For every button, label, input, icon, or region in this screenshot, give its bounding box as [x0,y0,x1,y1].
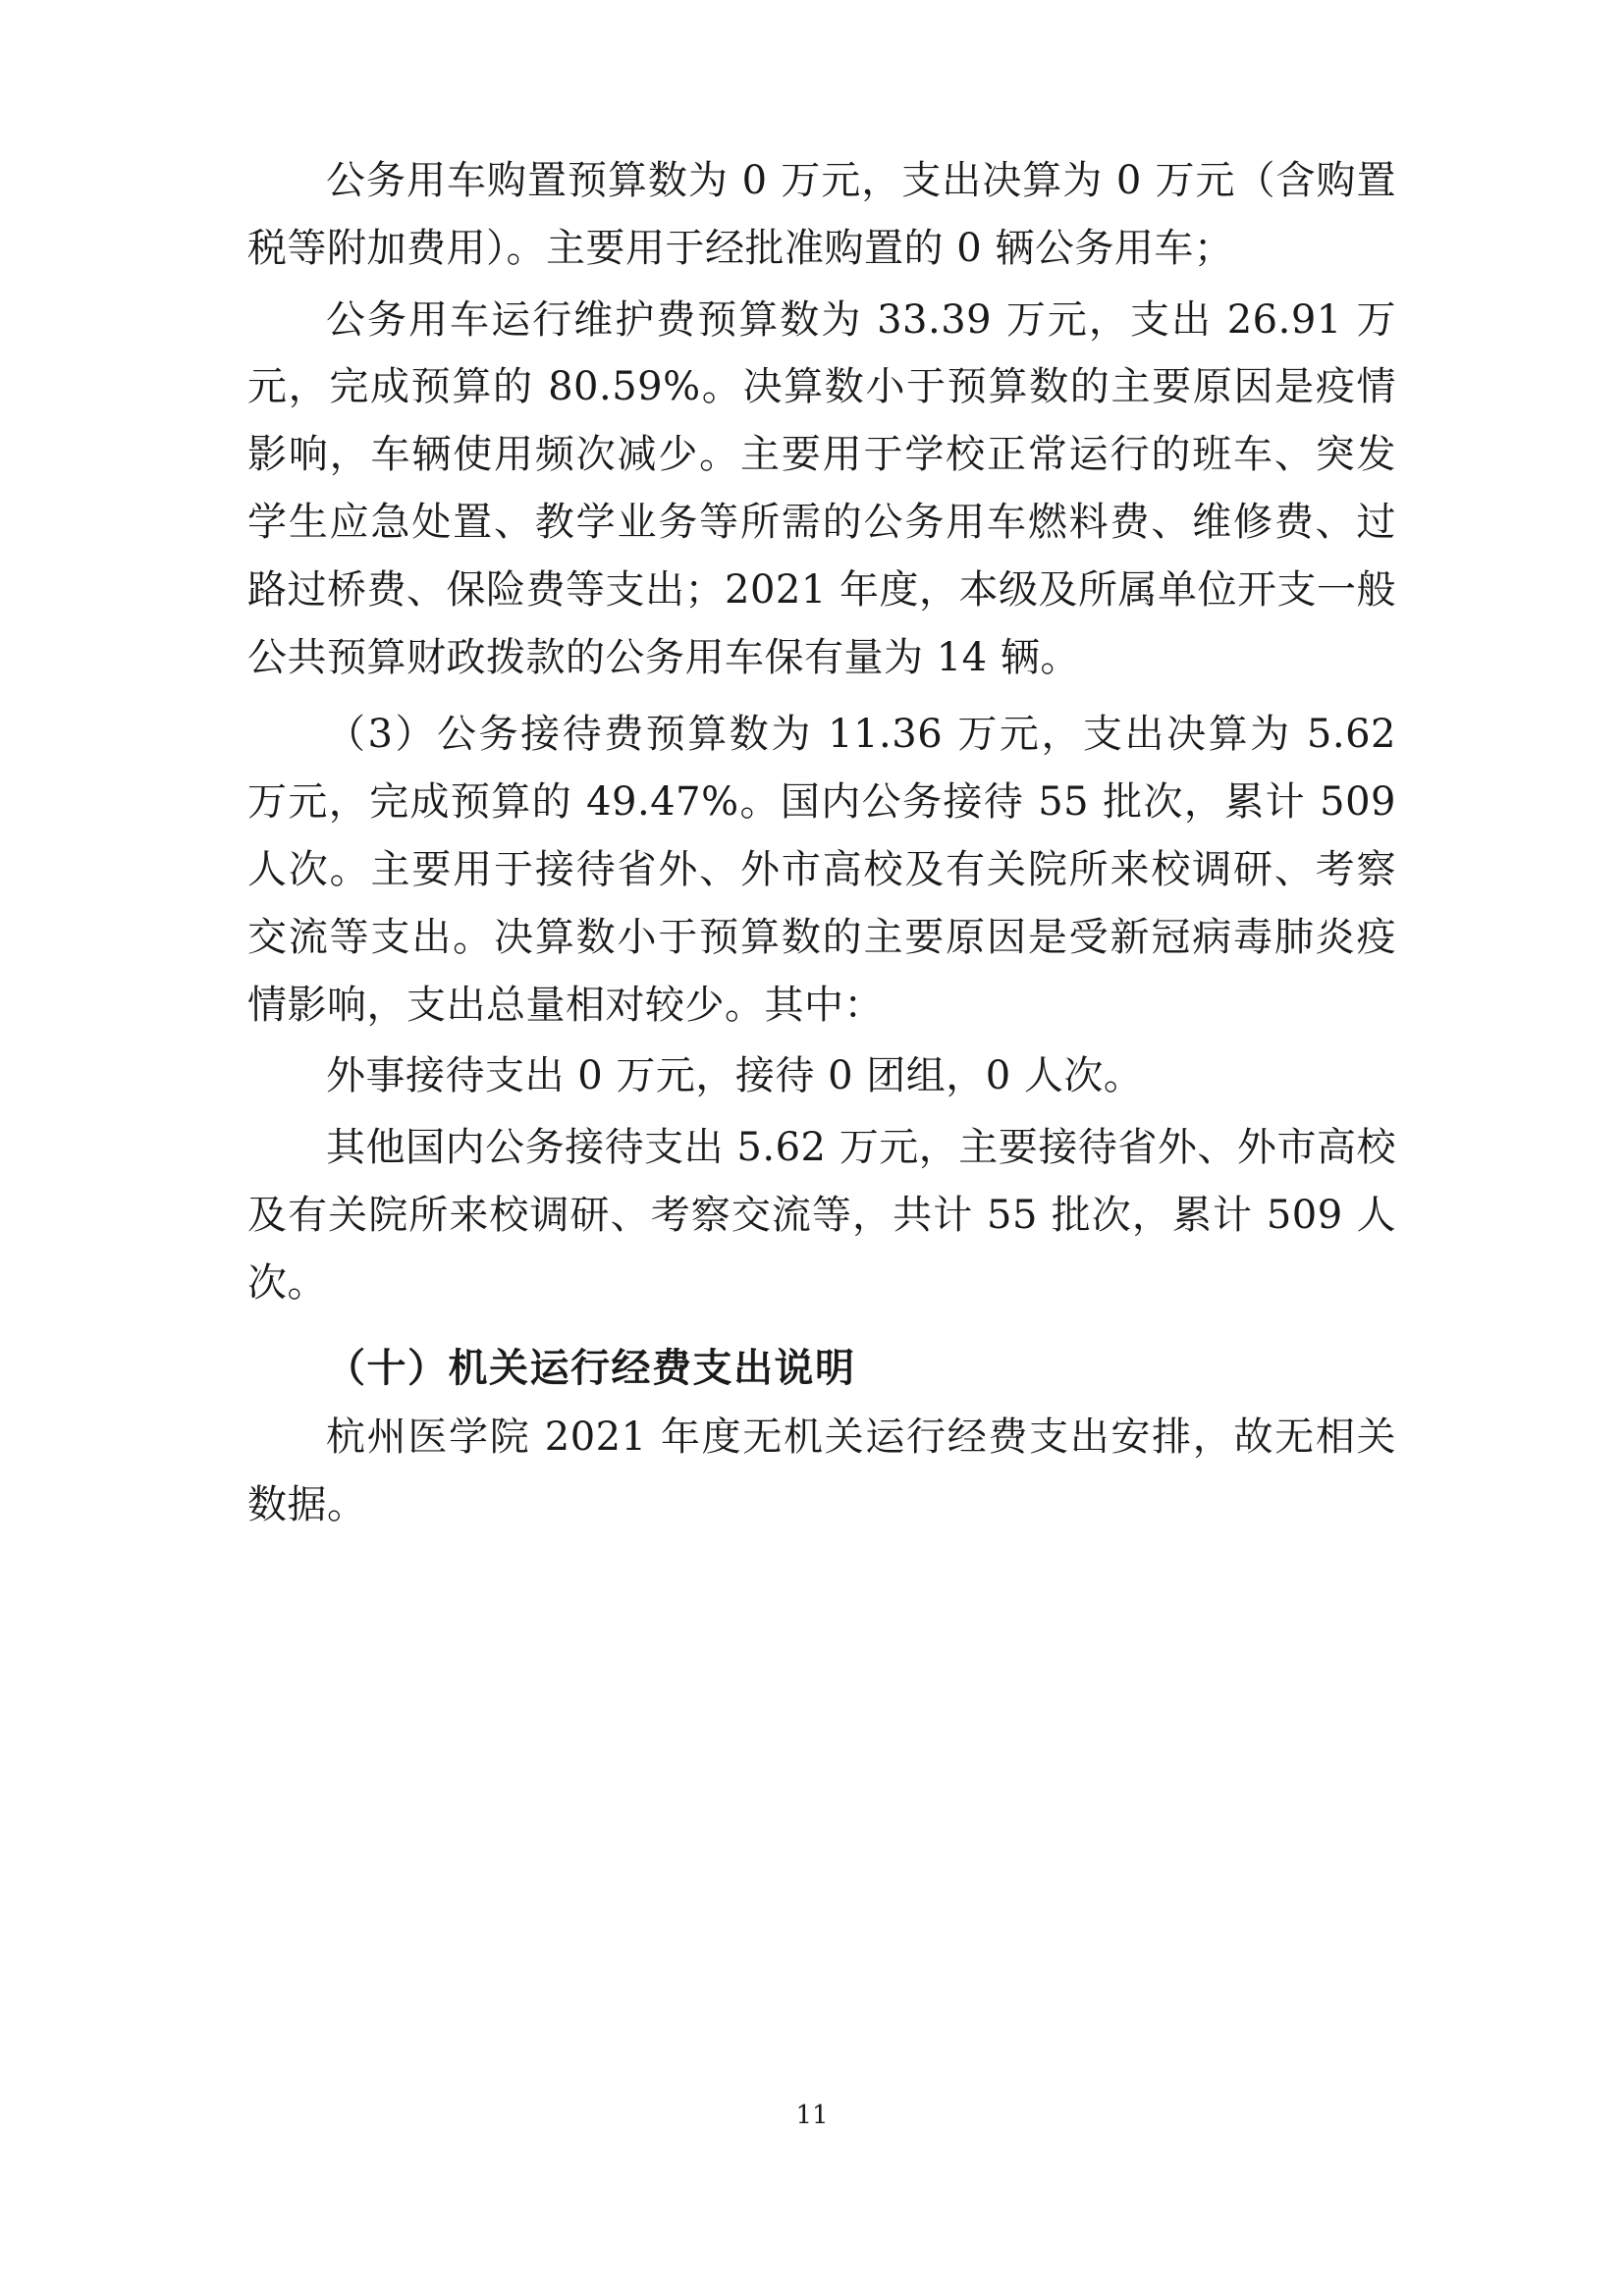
paragraph-official-reception: （3）公务接待费预算数为 11.36 万元，支出决算为 5.62 万元，完成预算的 49.47%。国内公务接待 55 批次，累计 509 人次。主要用于接待省外、外市高校及有关院所来校调研、考察交流等支出。决算数小于预算数的主要原因是受新冠病毒肺炎疫情影响，支出总量相对较少。其中： [247,712,1396,1028]
paragraph-other-domestic-reception: 其他国内公务接待支出 5.62 万元，主要接待省外、外市高校及有关院所来校调研、考察交流等，共计 55 批次，累计 509 人次。 [247,1125,1396,1306]
section-heading: （十）机关运行经费支出说明 [326,1344,856,1391]
paragraph-closing: 杭州医学院 2021 年度无机关运行经费支出安排，故无相关数据。 [247,1415,1396,1528]
page-number: 11 [795,2101,829,2130]
document-body [247,147,1396,1539]
paragraph-vehicle-maintenance: 公务用车运行维护费预算数为 33.39 万元，支出 26.91 万元，完成预算的 80.59%。决算数小于预算数的主要原因是疫情影响，车辆使用频次减少。主要用于学校正常运行的班车、突发学生应急处置、教学业务等所需的公务用车燃料费、维修费、过路过桥费、保险费等支出；2021 年度，本级及所属单位开支一般公共预算财政拨款的公务用车保有量为 14 辆。 [247,296,1397,680]
paragraph-vehicle-purchase: 公务用车购置预算数为 0 万元，支出决算为 0 万元（含购置税等附加费用）。主要用于经批准购置的 0 辆公务用车； [247,158,1396,271]
paragraph-foreign-affairs-reception: 外事接待支出 0 万元，接待 0 团组，0 人次。 [326,1053,1144,1099]
